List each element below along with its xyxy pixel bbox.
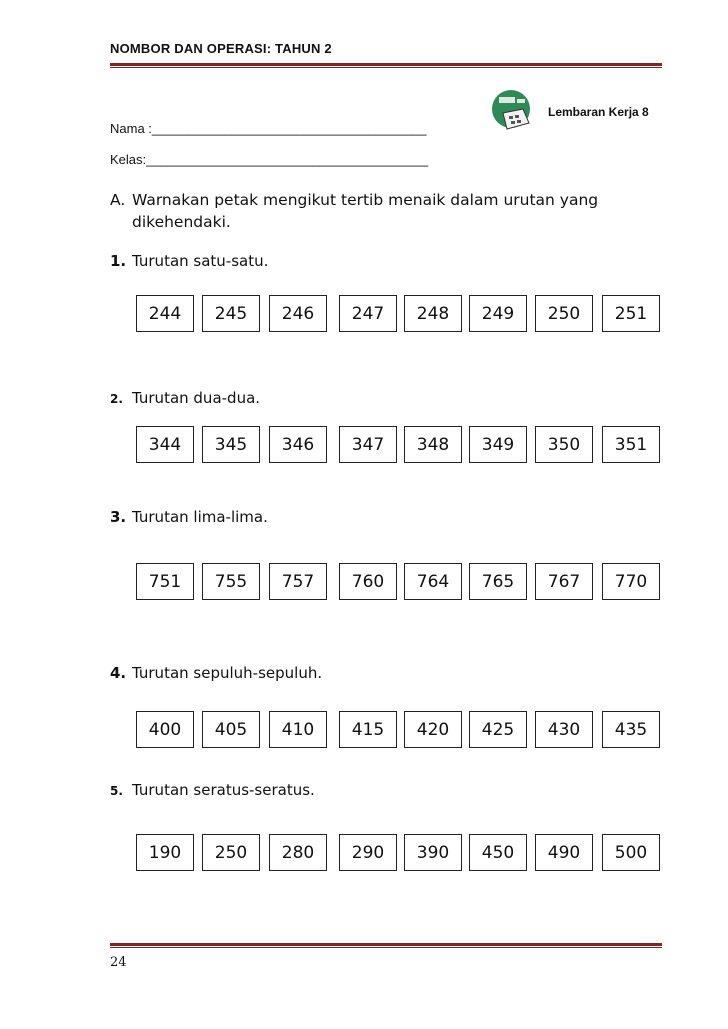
number-box[interactable]: 390 — [404, 834, 462, 871]
number-box[interactable]: 250 — [535, 295, 593, 332]
calculator-logo-icon — [489, 89, 537, 133]
question-title — [110, 781, 315, 799]
instruction-letter: A. — [110, 191, 126, 209]
question-number: 1. — [110, 252, 127, 270]
number-box[interactable]: 450 — [469, 834, 527, 871]
question-title — [110, 252, 268, 270]
question-label: Turutan seratus-seratus. — [132, 781, 315, 799]
number-box[interactable]: 751 — [136, 563, 194, 600]
number-box[interactable]: 755 — [202, 563, 260, 600]
number-box[interactable]: 246 — [269, 295, 327, 332]
question-label: Turutan lima-lima. — [132, 508, 268, 526]
number-box[interactable]: 765 — [469, 563, 527, 600]
instruction-line-1: Warnakan petak mengikut tertib menaik dalam urutan yang — [132, 191, 599, 209]
question-label: Turutan satu-satu. — [132, 252, 269, 270]
number-box[interactable]: 248 — [404, 295, 462, 332]
page-header-title: NOMBOR DAN OPERASI: TAHUN 2 — [110, 41, 332, 56]
number-box[interactable]: 400 — [136, 711, 194, 748]
number-box[interactable]: 757 — [269, 563, 327, 600]
question-number: 4. — [110, 664, 127, 682]
question-number: 5. — [110, 784, 123, 798]
number-box[interactable]: 348 — [404, 426, 462, 463]
number-box[interactable]: 247 — [339, 295, 397, 332]
number-box[interactable]: 344 — [136, 426, 194, 463]
number-box[interactable]: 425 — [469, 711, 527, 748]
number-box[interactable]: 244 — [136, 295, 194, 332]
number-box[interactable]: 770 — [602, 563, 660, 600]
question-label: Turutan dua-dua. — [132, 389, 261, 407]
number-box[interactable]: 290 — [339, 834, 397, 871]
number-box[interactable]: 347 — [339, 426, 397, 463]
number-box[interactable]: 249 — [469, 295, 527, 332]
number-box[interactable]: 280 — [269, 834, 327, 871]
number-box[interactable]: 500 — [602, 834, 660, 871]
number-box[interactable]: 435 — [602, 711, 660, 748]
class-field: Kelas:_______________________________________ — [110, 152, 429, 167]
question-label: Turutan sepuluh-sepuluh. — [132, 664, 323, 682]
instruction — [110, 189, 670, 233]
number-box[interactable]: 346 — [269, 426, 327, 463]
question-title — [110, 664, 322, 682]
number-box[interactable]: 764 — [404, 563, 462, 600]
number-box[interactable]: 420 — [404, 711, 462, 748]
number-box[interactable]: 349 — [469, 426, 527, 463]
number-box[interactable]: 351 — [602, 426, 660, 463]
number-box[interactable]: 245 — [202, 295, 260, 332]
number-box[interactable]: 415 — [339, 711, 397, 748]
question-number: 3. — [110, 508, 127, 526]
number-box[interactable]: 190 — [136, 834, 194, 871]
number-box[interactable]: 767 — [535, 563, 593, 600]
page-number: 24 — [110, 955, 127, 970]
number-box[interactable]: 410 — [269, 711, 327, 748]
number-box[interactable]: 250 — [202, 834, 260, 871]
number-box[interactable]: 350 — [535, 426, 593, 463]
number-box[interactable]: 760 — [339, 563, 397, 600]
number-box[interactable]: 405 — [202, 711, 260, 748]
number-box[interactable]: 430 — [535, 711, 593, 748]
instruction-line-2: dikehendaki. — [132, 213, 231, 231]
footer-rule — [110, 943, 662, 948]
worksheet-label: Lembaran Kerja 8 — [548, 105, 649, 119]
number-box[interactable]: 490 — [535, 834, 593, 871]
question-title — [110, 508, 268, 526]
number-box[interactable]: 345 — [202, 426, 260, 463]
name-field: Nama :______________________________________ — [110, 121, 427, 136]
header-rule — [110, 63, 662, 68]
question-title — [110, 389, 260, 407]
question-number: 2. — [110, 392, 123, 406]
number-box[interactable]: 251 — [602, 295, 660, 332]
